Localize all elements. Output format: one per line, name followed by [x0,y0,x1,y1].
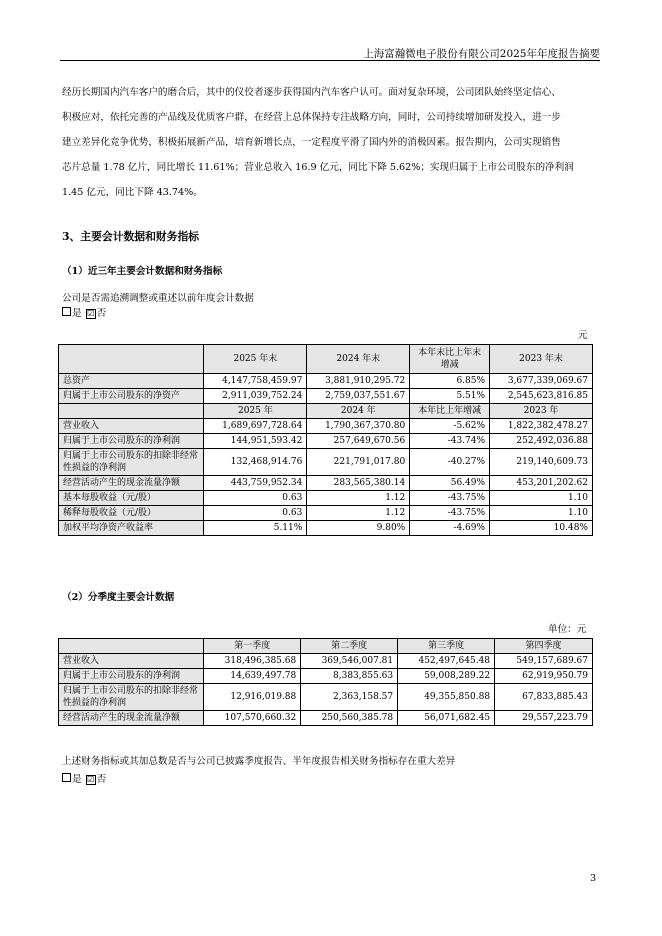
table-row [59,419,593,434]
table-cell: 62,919,950.79 [495,669,593,684]
table-cell: 3,677,339,069.67 [490,374,593,389]
table-cell: 4,147,758,459.97 [204,374,307,389]
annual-financial-table [58,344,593,536]
table-cell: 369,546,007.81 [301,654,398,669]
table-cell: 0.63 [204,491,307,506]
table-cell: 2,363,158.57 [301,684,398,711]
table-cell: 257,649,670.56 [307,434,410,449]
table-cell: -5.62% [410,419,490,434]
table-cell: 49,355,850.88 [398,684,495,711]
restate-options [62,305,106,319]
table-cell: 252,492,036.88 [490,434,593,449]
table-cell: 2,759,037,551.67 [307,389,410,404]
paragraph-line: 芯片总量 1.78 亿片，同比增长 11.61%；营业总收入 16.9 亿元，同比下降 5.62%；实现归属于上市公司股东的净利润 [62,162,574,173]
table-cell: 10.48% [490,521,593,536]
paragraph-line: 建立差异化竞争优势，积极拓展新产品，培育新增长点，一定程度平滑了国内外的消极因素。报告期内，公司实现销售 [62,137,561,148]
table-row [59,434,593,449]
table-cell: -43.75% [410,491,490,506]
table-row [59,669,593,684]
row-label: 归属于上市公司股东的扣除非经常性损益的净利润 [59,449,204,476]
table-row [59,654,593,669]
table-cell: -4.69% [410,521,490,536]
table-cell: -40.27% [410,449,490,476]
header-cell: 2023 年 [490,404,593,419]
table-row [59,374,593,389]
header-cell: 本年末比上年末增减 [410,345,490,374]
table-cell: 1.12 [307,506,410,521]
table-cell: 1,790,367,370.80 [307,419,410,434]
row-label: 归属于上市公司股东的净资产 [59,389,204,404]
table-cell: 1,689,697,728.64 [204,419,307,434]
table-header-row [59,404,593,419]
table-row [59,491,593,506]
checkbox-checked-icon: ☑ [87,775,95,784]
row-label: 归属于上市公司股东的净利润 [59,434,204,449]
page-number: 3 [590,873,597,884]
table-cell: 2,545,623,816.85 [490,389,593,404]
row-label: 稀释每股收益（元/股） [59,506,204,521]
header-cell: 第一季度 [204,639,301,654]
table-cell: 5.11% [204,521,307,536]
header-cell: 第二季度 [301,639,398,654]
table-cell: 56.49% [410,476,490,491]
unit-label: 单位：元 [548,624,587,635]
table-row [59,521,593,536]
option-no-label: 否 [96,774,107,785]
table-cell: 2,911,039,752.24 [204,389,307,404]
row-label: 经营活动产生的现金流量净额 [59,476,204,491]
row-label: 加权平均净资产收益率 [59,521,204,536]
table-cell: 1.12 [307,491,410,506]
paragraph-line: 1.45 亿元，同比下降 43.74%。 [62,187,203,198]
section-title: 3、主要会计数据和财务指标 [62,230,200,243]
table-row [59,476,593,491]
table-row [59,389,593,404]
table-cell: 8,383,855.63 [301,669,398,684]
table-row [59,711,593,726]
row-label: 总资产 [59,374,204,389]
checkbox-checked-icon: ☑ [87,309,95,318]
header-cell: 2023 年末 [490,345,593,374]
row-label: 归属于上市公司股东的扣除非经常性损益的净利润 [59,684,204,711]
table-row [59,506,593,521]
table-cell: 318,496,385.68 [204,654,301,669]
header-cell [59,639,204,654]
table-cell: 3,881,910,295.72 [307,374,410,389]
table-cell: 107,570,660.32 [204,711,301,726]
subsection-title-annual: （1）近三年主要会计数据和财务指标 [62,266,223,277]
table-cell: 5.51% [410,389,490,404]
row-label: 营业收入 [59,654,204,669]
checkbox-unchecked-icon [62,773,71,782]
table-header-row [59,639,593,654]
table-cell: 452,497,645.48 [398,654,495,669]
table-cell: 132,468,914.76 [204,449,307,476]
table-cell: 14,639,497.78 [204,669,301,684]
header-cell: 本年比上年增减 [410,404,490,419]
option-yes-label: 是 [72,308,82,319]
header-cell: 第四季度 [495,639,593,654]
header-cell: 2024 年末 [307,345,410,374]
table-header-row [59,345,593,374]
table-cell: 56,071,682.45 [398,711,495,726]
row-label: 归属于上市公司股东的净利润 [59,669,204,684]
header-cell: 2024 年 [307,404,410,419]
header-cell [59,345,204,374]
table-cell: 1,822,382,478.27 [490,419,593,434]
paragraph-line: 积极应对，依托完善的产品线及优质客户群，在经营上总体保持专注战略方向，同时，公司持续增加研发投入，进一步 [62,112,561,123]
row-label: 经营活动产生的现金流量净额 [59,711,204,726]
table-row [59,684,593,711]
business-summary-paragraph [62,80,592,205]
row-label: 营业收入 [59,419,204,434]
table-cell: 250,560,385.78 [301,711,398,726]
header-cell: 2025 年 [204,404,307,419]
table-cell: 1.10 [490,506,593,521]
table-cell: 67,833,885.43 [495,684,593,711]
row-label: 基本每股收益（元/股） [59,491,204,506]
table-cell: -43.74% [410,434,490,449]
restate-question: 公司是否需追溯调整或重述以前年度会计数据 [62,293,254,304]
table-cell: 549,157,689.67 [495,654,593,669]
checkbox-unchecked-icon [62,307,71,316]
header-divider [60,60,600,61]
table-cell: 12,916,019.88 [204,684,301,711]
table-cell: 144,951,593.42 [204,434,307,449]
table-cell: 1.10 [490,491,593,506]
table-cell: 219,140,609.73 [490,449,593,476]
table-cell: 6.85% [410,374,490,389]
difference-options [62,771,106,785]
header-cell: 2025 年末 [204,345,307,374]
quarterly-financial-table [58,638,593,726]
table-cell: 59,008,289.22 [398,669,495,684]
option-yes-label: 是 [72,774,82,785]
table-cell: 453,201,202.62 [490,476,593,491]
paragraph-line: 经历长期国内汽车客户的磨合后，其中的仪佼者逐步获得国内汽车客户认可。面对复杂环境，公司团队始终坚定信心、 [62,87,561,98]
table-row [59,449,593,476]
difference-question: 上述财务指标或其加总数是否与公司已披露季度报告、半年度报告相关财务指标存在重大差异 [62,756,456,767]
header-cell: 第三季度 [398,639,495,654]
unit-label: 元 [578,330,588,341]
page-header-title: 上海富瀚微电子股份有限公司2025年年度报告摘要 [363,48,600,60]
option-no-label: 否 [96,308,107,319]
table-cell: -43.75% [410,506,490,521]
table-cell: 29,557,223.79 [495,711,593,726]
table-cell: 9.80% [307,521,410,536]
table-cell: 0.63 [204,506,307,521]
table-cell: 221,791,017.80 [307,449,410,476]
table-cell: 443,759,952.34 [204,476,307,491]
header-cell [59,404,204,419]
subsection-title-quarterly: （2）分季度主要会计数据 [62,592,175,603]
table-cell: 283,565,380.14 [307,476,410,491]
